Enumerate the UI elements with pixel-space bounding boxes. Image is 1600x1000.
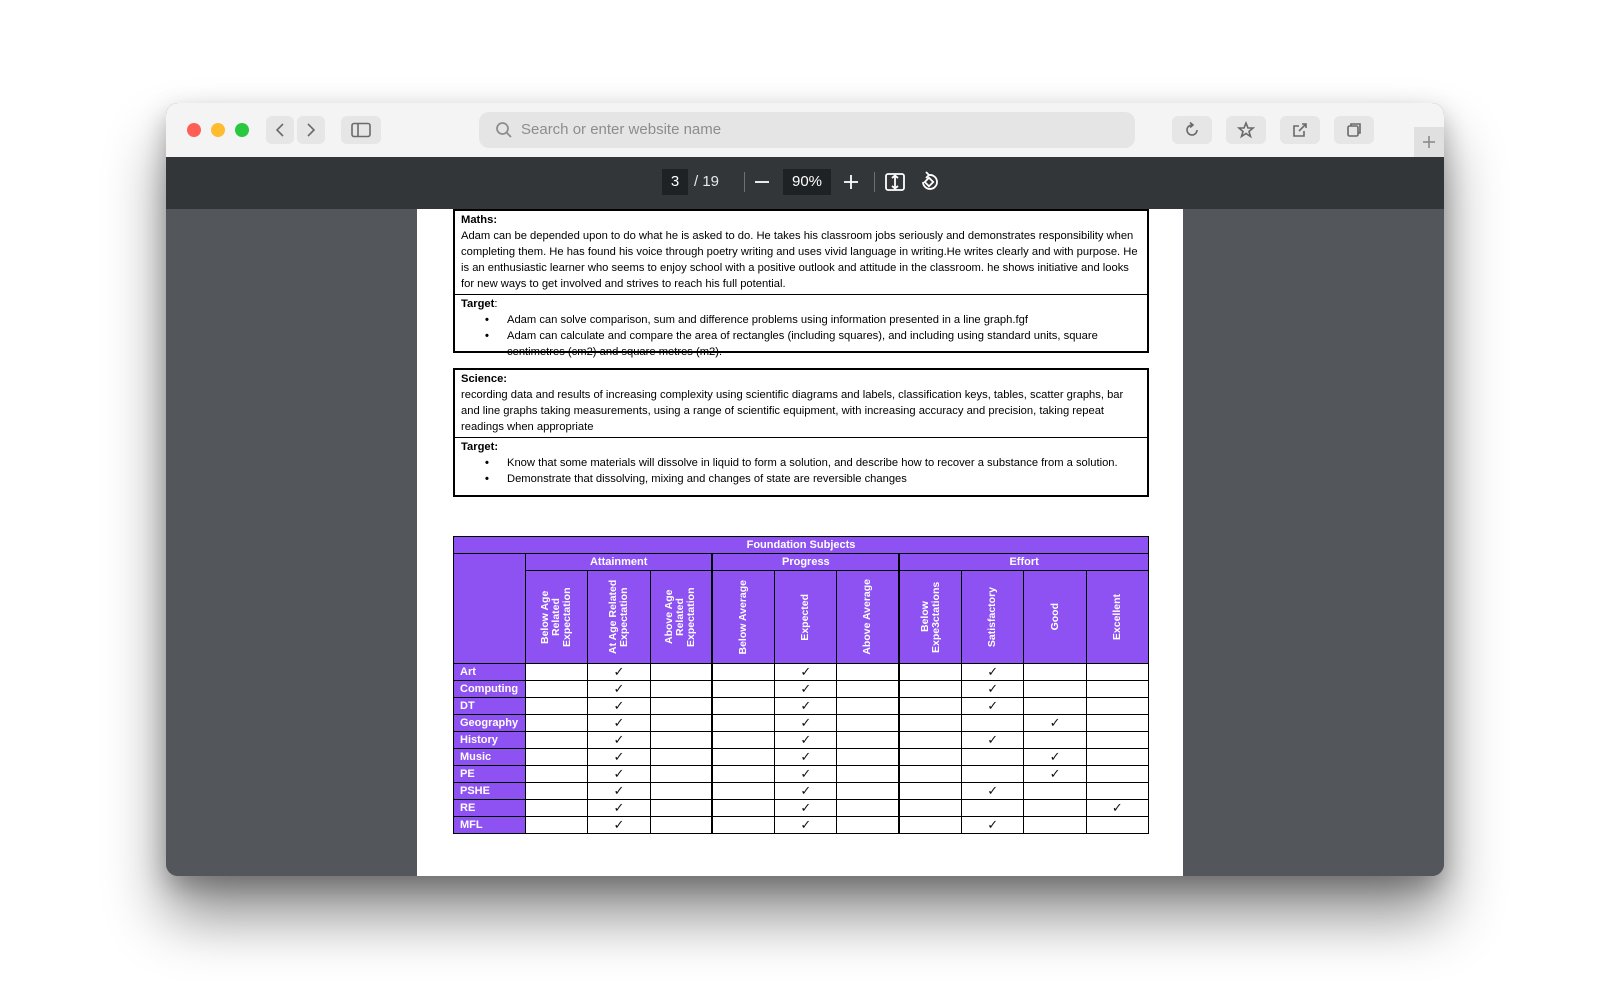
maths-target-colon: : xyxy=(494,298,498,310)
checkmark-cell: ✓ xyxy=(588,715,650,732)
checkmark-cell: ✓ xyxy=(775,766,837,783)
empty-cell xyxy=(526,698,588,715)
maths-heading: Maths: xyxy=(461,214,498,226)
empty-cell xyxy=(650,732,712,749)
fit-page-icon xyxy=(884,169,906,195)
science-heading: Science: xyxy=(461,373,508,385)
toolbar-divider xyxy=(874,172,875,192)
table-row xyxy=(454,766,1149,783)
page-number-input[interactable]: 3 xyxy=(662,169,688,195)
column-header xyxy=(899,571,961,664)
empty-cell xyxy=(712,749,774,766)
pdf-page xyxy=(417,209,1183,876)
search-icon xyxy=(495,121,513,139)
subject-label: PE xyxy=(454,766,526,783)
checkmark-cell: ✓ xyxy=(962,817,1024,834)
forward-icon xyxy=(305,122,317,138)
table-row xyxy=(454,817,1149,834)
checkmark-cell: ✓ xyxy=(775,817,837,834)
checkmark-cell: ✓ xyxy=(588,681,650,698)
subject-label: Geography xyxy=(454,715,526,732)
empty-cell xyxy=(650,817,712,834)
checkmark-cell: ✓ xyxy=(775,664,837,681)
science-target-item: • Know that some materials will dissolve in liquid to form a solution, and describe how to recover a substance from a solution. xyxy=(507,455,1141,471)
column-header xyxy=(588,571,650,664)
empty-cell xyxy=(526,766,588,783)
back-button[interactable] xyxy=(266,116,294,144)
column-header-label: Below Expe3ctations xyxy=(918,581,942,653)
empty-cell xyxy=(837,817,899,834)
empty-cell xyxy=(1086,681,1148,698)
subject-label: Computing xyxy=(454,681,526,698)
empty-cell xyxy=(650,681,712,698)
checkmark-cell: ✓ xyxy=(588,766,650,783)
empty-cell xyxy=(712,817,774,834)
subject-label: Art xyxy=(454,664,526,681)
empty-cell xyxy=(962,715,1024,732)
subject-label: PSHE xyxy=(454,783,526,800)
empty-cell xyxy=(899,783,961,800)
empty-cell xyxy=(1024,800,1086,817)
empty-cell xyxy=(837,698,899,715)
empty-cell xyxy=(837,749,899,766)
checkmark-cell: ✓ xyxy=(962,698,1024,715)
reload-icon xyxy=(1183,121,1201,139)
checkmark-cell: ✓ xyxy=(588,800,650,817)
maths-body: Adam can be depended upon to do what he is asked to do. He takes his classroom jobs seriously and demonstrates responsibility when completing them. He has found his voice through poetry writing and uses vivid language in writing.He writes clearly and with purpose. He is an enthusiastic learner who seems to enjoy school with a positive outlook and attitude in the classroom. he shows initiative and looks for new ways to get involved and strives to reach his full potential. xyxy=(461,230,1138,290)
zoom-level[interactable]: 90% xyxy=(783,169,831,195)
column-header xyxy=(837,571,899,664)
science-box xyxy=(453,368,1149,497)
empty-cell xyxy=(712,783,774,800)
empty-cell xyxy=(526,715,588,732)
group-header-progress: Progress xyxy=(712,554,899,571)
empty-cell xyxy=(526,749,588,766)
column-header-label: At Age Related Expectation xyxy=(606,579,630,655)
maximize-window-button[interactable] xyxy=(235,123,249,137)
empty-cell xyxy=(1086,817,1148,834)
empty-cell xyxy=(1086,749,1148,766)
table-row xyxy=(454,800,1149,817)
empty-cell xyxy=(712,664,774,681)
empty-cell xyxy=(837,732,899,749)
empty-cell xyxy=(837,783,899,800)
checkmark-cell: ✓ xyxy=(775,698,837,715)
empty-cell xyxy=(1086,698,1148,715)
table-row xyxy=(454,698,1149,715)
table-row xyxy=(454,749,1149,766)
column-header-label: Good xyxy=(1048,603,1061,631)
checkmark-cell: ✓ xyxy=(588,664,650,681)
empty-cell xyxy=(526,817,588,834)
zoom-out-button[interactable] xyxy=(752,169,774,195)
column-header xyxy=(712,571,774,664)
title-bar xyxy=(166,103,1444,158)
empty-cell xyxy=(962,800,1024,817)
column-header-label: Below Average xyxy=(737,579,750,655)
column-header-label: Expected xyxy=(799,593,812,641)
pdf-toolbar xyxy=(166,157,1444,209)
maths-comment xyxy=(455,211,1147,294)
column-header-label: Excellent xyxy=(1110,593,1123,641)
column-header-label: Above Age Related Expectation xyxy=(663,587,698,647)
empty-cell xyxy=(899,732,961,749)
share-button[interactable] xyxy=(1280,116,1320,144)
empty-cell xyxy=(526,732,588,749)
empty-cell xyxy=(712,800,774,817)
empty-cell xyxy=(899,766,961,783)
column-header-label: Below Age Related Expectation xyxy=(539,587,574,647)
empty-cell xyxy=(1086,664,1148,681)
subject-label: MFL xyxy=(454,817,526,834)
empty-cell xyxy=(899,698,961,715)
subject-label: DT xyxy=(454,698,526,715)
empty-cell xyxy=(962,749,1024,766)
rotate-icon xyxy=(918,169,940,195)
maths-box xyxy=(453,209,1149,358)
fit-page-button[interactable] xyxy=(884,169,908,195)
checkmark-cell: ✓ xyxy=(588,783,650,800)
empty-cell xyxy=(650,766,712,783)
column-header xyxy=(1024,571,1086,664)
checkmark-cell: ✓ xyxy=(775,800,837,817)
empty-cell xyxy=(1024,732,1086,749)
address-placeholder: Search or enter website name xyxy=(521,121,722,138)
empty-cell xyxy=(899,800,961,817)
empty-cell xyxy=(650,664,712,681)
empty-cell xyxy=(712,698,774,715)
empty-cell xyxy=(1024,664,1086,681)
table-row xyxy=(454,681,1149,698)
sidebar-icon xyxy=(351,122,371,138)
empty-cell xyxy=(899,715,961,732)
table-row xyxy=(454,732,1149,749)
empty-cell xyxy=(1024,817,1086,834)
empty-cell xyxy=(712,715,774,732)
share-icon xyxy=(1291,121,1309,139)
checkmark-cell: ✓ xyxy=(962,681,1024,698)
checkmark-cell: ✓ xyxy=(775,783,837,800)
science-target-item: • Demonstrate that dissolving, mixing and changes of state are reversible changes xyxy=(507,471,1141,487)
empty-cell xyxy=(1024,783,1086,800)
empty-cell xyxy=(650,749,712,766)
new-tab-button[interactable] xyxy=(1414,127,1444,157)
browser-window xyxy=(166,103,1444,876)
maths-targets xyxy=(455,294,1147,362)
empty-cell xyxy=(526,664,588,681)
checkmark-cell: ✓ xyxy=(962,732,1024,749)
empty-cell xyxy=(1086,732,1148,749)
empty-cell xyxy=(526,681,588,698)
empty-cell xyxy=(1024,681,1086,698)
column-header-label: Satisfactory xyxy=(986,586,999,648)
subject-label: RE xyxy=(454,800,526,817)
column-header xyxy=(650,571,712,664)
checkmark-cell: ✓ xyxy=(775,681,837,698)
empty-cell xyxy=(526,800,588,817)
empty-cell xyxy=(712,732,774,749)
foundation-title: Foundation Subjects xyxy=(454,537,1149,554)
minimize-window-button[interactable] xyxy=(211,123,225,137)
address-bar[interactable] xyxy=(479,112,1135,148)
empty-cell xyxy=(1086,715,1148,732)
science-body: recording data and results of increasing complexity using scientific diagrams and labels, classification keys, tables, scatter graphs, bar and line graphs taking measurements, using a range of scientific equipment, with increasing accuracy and precision, taking repeat readings when appropriate xyxy=(461,389,1124,433)
empty-cell xyxy=(837,800,899,817)
checkmark-cell: ✓ xyxy=(962,664,1024,681)
empty-cell xyxy=(526,783,588,800)
empty-cell xyxy=(1024,698,1086,715)
checkmark-cell: ✓ xyxy=(588,732,650,749)
plus-icon xyxy=(841,169,861,195)
maths-target-item: • Adam can solve comparison, sum and difference problems using information presented in a line graph.fgf xyxy=(507,312,1141,328)
reload-button[interactable] xyxy=(1172,116,1212,144)
group-header-effort: Effort xyxy=(899,554,1148,571)
empty-cell xyxy=(899,664,961,681)
checkmark-cell: ✓ xyxy=(588,817,650,834)
empty-cell xyxy=(962,766,1024,783)
star-icon xyxy=(1237,121,1255,139)
empty-cell xyxy=(837,681,899,698)
tabs-icon xyxy=(1345,121,1363,139)
checkmark-cell: ✓ xyxy=(775,749,837,766)
pdf-viewer[interactable] xyxy=(166,209,1444,876)
plus-icon xyxy=(1421,134,1437,150)
empty-cell xyxy=(1086,766,1148,783)
empty-cell xyxy=(650,715,712,732)
column-header xyxy=(962,571,1024,664)
subject-label: History xyxy=(454,732,526,749)
checkmark-cell: ✓ xyxy=(1024,715,1086,732)
column-header-label: Above Average xyxy=(861,579,874,655)
empty-cell xyxy=(899,749,961,766)
maths-target-label: Target xyxy=(461,298,495,310)
empty-cell xyxy=(650,698,712,715)
science-target-label: Target: xyxy=(461,441,499,453)
empty-cell xyxy=(837,715,899,732)
subject-header-blank xyxy=(454,554,526,664)
checkmark-cell: ✓ xyxy=(775,715,837,732)
science-comment xyxy=(455,370,1147,437)
empty-cell xyxy=(837,766,899,783)
forward-button[interactable] xyxy=(297,116,325,144)
column-header xyxy=(775,571,837,664)
science-targets xyxy=(455,437,1147,489)
checkmark-cell: ✓ xyxy=(962,783,1024,800)
checkmark-cell: ✓ xyxy=(775,732,837,749)
close-window-button[interactable] xyxy=(187,123,201,137)
checkmark-cell: ✓ xyxy=(1024,749,1086,766)
foundation-subjects-table xyxy=(453,536,1149,834)
empty-cell xyxy=(650,783,712,800)
column-header xyxy=(526,571,588,664)
tabs-overview-button[interactable] xyxy=(1334,116,1374,144)
subject-label: Music xyxy=(454,749,526,766)
page-total: / 19 xyxy=(694,173,720,190)
empty-cell xyxy=(899,681,961,698)
empty-cell xyxy=(1086,783,1148,800)
table-row xyxy=(454,715,1149,732)
back-icon xyxy=(274,122,286,138)
empty-cell xyxy=(899,817,961,834)
empty-cell xyxy=(712,766,774,783)
table-row xyxy=(454,783,1149,800)
checkmark-cell: ✓ xyxy=(1086,800,1148,817)
empty-cell xyxy=(650,800,712,817)
column-header xyxy=(1086,571,1148,664)
checkmark-cell: ✓ xyxy=(588,698,650,715)
maths-target-item: • Adam can calculate and compare the area of rectangles (including squares), and including using standard units, square centimetres (cm2) and square metres (m2). xyxy=(507,328,1141,360)
zoom-in-button[interactable] xyxy=(841,169,863,195)
sidebar-toggle-button[interactable] xyxy=(341,116,381,144)
empty-cell xyxy=(837,664,899,681)
bookmark-button[interactable] xyxy=(1226,116,1266,144)
minus-icon xyxy=(752,169,772,195)
toolbar-divider xyxy=(744,172,745,192)
checkmark-cell: ✓ xyxy=(1024,766,1086,783)
group-header-attainment: Attainment xyxy=(526,554,713,571)
rotate-button[interactable] xyxy=(918,169,942,195)
checkmark-cell: ✓ xyxy=(588,749,650,766)
table-row xyxy=(454,664,1149,681)
empty-cell xyxy=(712,681,774,698)
